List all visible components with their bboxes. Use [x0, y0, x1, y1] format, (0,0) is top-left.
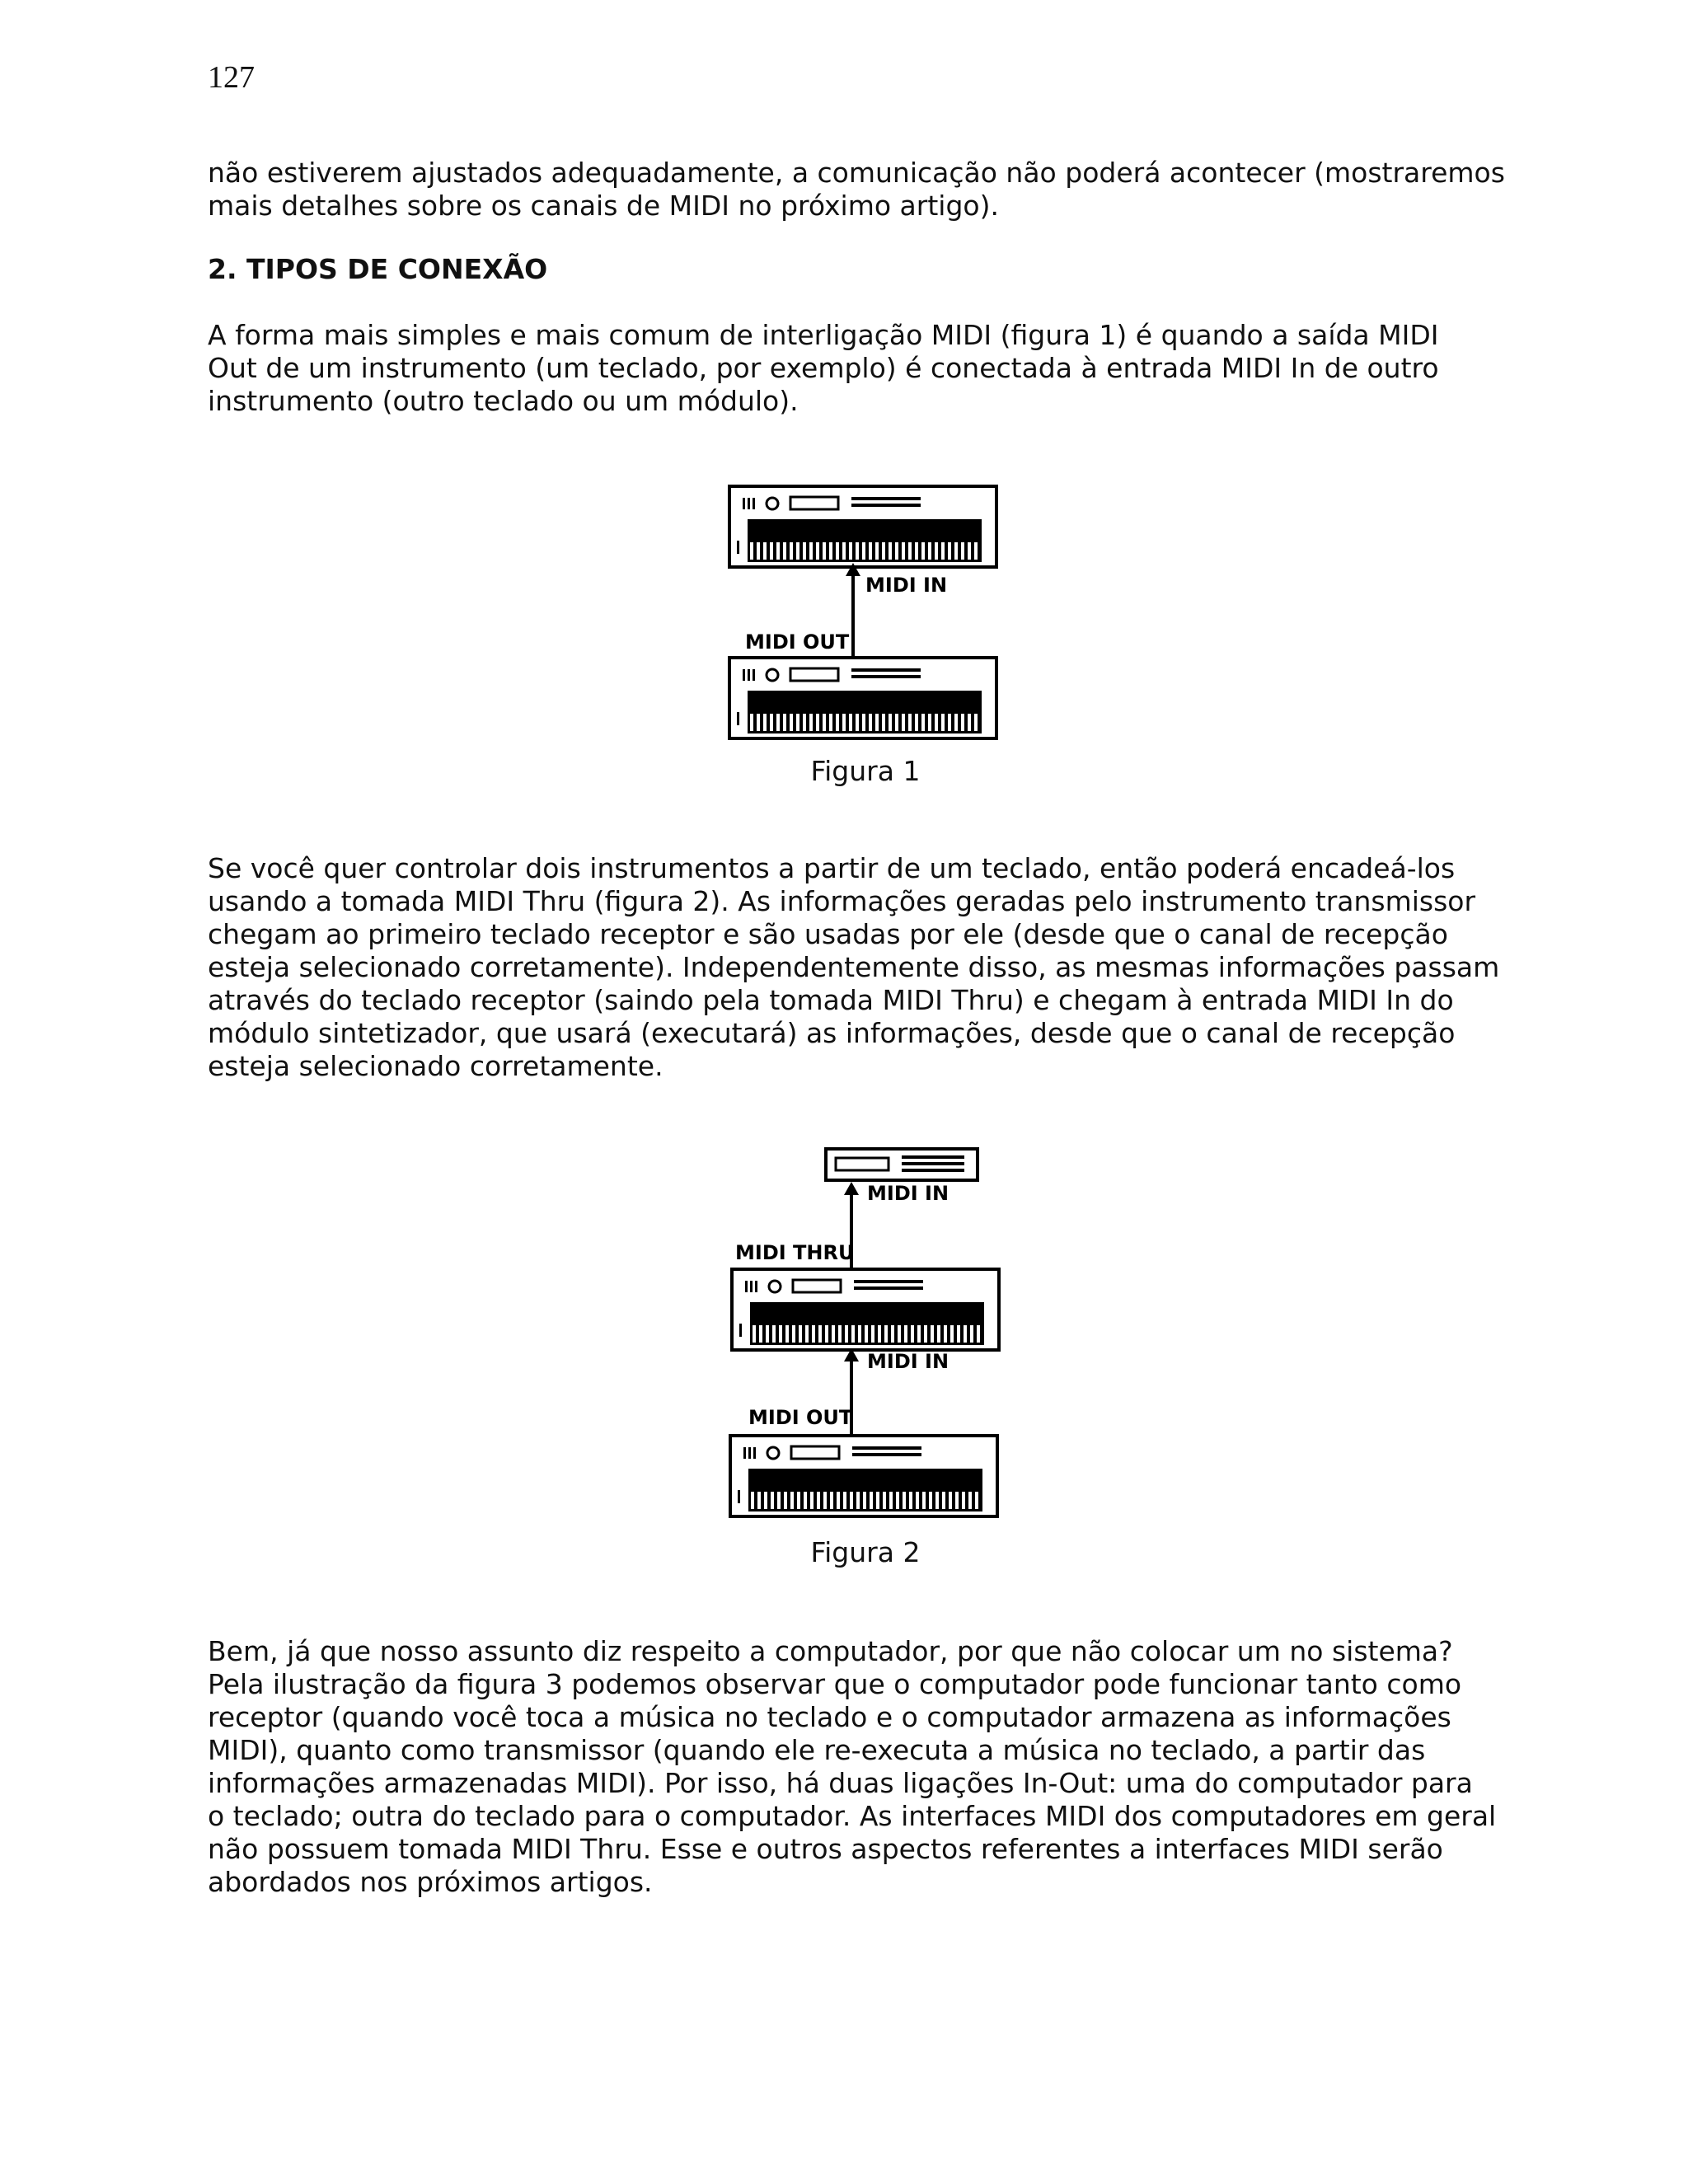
figure-1-caption: Figura 1 — [810, 755, 921, 787]
paragraph-line: Bem, já que nosso assunto diz respeito a computador, por que não colocar um no sistema? — [208, 1635, 1453, 1667]
paragraph-line: esteja selecionado corretamente. — [208, 1050, 663, 1082]
paragraph-line: instrumento (outro teclado ou um módulo). — [208, 385, 799, 417]
paragraph-line: Out de um instrumento (um teclado, por exemplo) é conectada à entrada MIDI In de outro — [208, 352, 1439, 384]
label-midi-out: MIDI OUT — [745, 630, 850, 654]
paragraph-line: A forma mais simples e mais comum de interligação MIDI (figura 1) é quando a saída MIDI — [208, 319, 1439, 351]
paragraph-line: abordados nos próximos artigos. — [208, 1866, 653, 1898]
keyboard-middle — [732, 1269, 999, 1350]
figure-2-caption: Figura 2 — [810, 1536, 921, 1568]
paragraph-line: informações armazenadas MIDI). Por isso, há duas ligações In-Out: uma do computador para — [208, 1767, 1473, 1799]
figure-2-diagram — [725, 1146, 1014, 1533]
paragraph-line: chegam ao primeiro teclado receptor e são usadas por ele (desde que o canal de recepção — [208, 918, 1448, 950]
paragraph-1 — [208, 157, 1526, 223]
paragraph-line: mais detalhes sobre os canais de MIDI no próximo artigo). — [208, 190, 999, 222]
paragraph-line: não estiverem ajustados adequadamente, a comunicação não poderá acontecer (mostraremos — [208, 157, 1505, 189]
page-number: 127 — [208, 60, 255, 95]
label-midi-in-bottom: MIDI IN — [867, 1350, 950, 1373]
figure-1-diagram — [725, 482, 1014, 746]
section-heading: 2. TIPOS DE CONEXÃO — [208, 253, 548, 285]
label-midi-in: MIDI IN — [865, 574, 948, 597]
paragraph-2 — [208, 319, 1526, 418]
arrow-head-icon — [844, 1182, 859, 1195]
paragraph-line: usando a tomada MIDI Thru (figura 2). As informações geradas pelo instrumento transmissor — [208, 885, 1476, 917]
keyboard-top — [729, 486, 996, 567]
synth-module — [826, 1149, 978, 1180]
paragraph-line: esteja selecionado corretamente). Independentemente disso, as mesmas informações passam — [208, 951, 1500, 983]
paragraph-line: Pela ilustração da figura 3 podemos observar que o computador pode funcionar tanto como — [208, 1668, 1462, 1700]
label-midi-in-top: MIDI IN — [867, 1182, 950, 1205]
label-midi-out: MIDI OUT — [748, 1406, 853, 1429]
paragraph-line: não possuem tomada MIDI Thru. Esse e outros aspectos referentes a interfaces MIDI serão — [208, 1833, 1443, 1865]
paragraph-line: receptor (quando você toca a música no teclado e o computador armazena as informações — [208, 1701, 1451, 1733]
paragraph-4 — [208, 1635, 1526, 1899]
label-midi-thru: MIDI THRU — [735, 1241, 855, 1264]
module-buttons — [902, 1155, 964, 1172]
keyboard-bottom — [729, 658, 996, 738]
paragraph-3 — [208, 852, 1526, 1083]
paragraph-line: módulo sintetizador, que usará (executará) as informações, desde que o canal de recepção — [208, 1017, 1456, 1049]
paragraph-line: MIDI), quanto como transmissor (quando ele re-executa a música no teclado, a partir das — [208, 1734, 1426, 1766]
paragraph-line: Se você quer controlar dois instrumentos a partir de um teclado, então poderá encadeá-los — [208, 852, 1456, 884]
keyboard-bottom — [730, 1436, 997, 1516]
paragraph-line: o teclado; outra do teclado para o computador. As interfaces MIDI dos computadores em geral — [208, 1800, 1497, 1832]
paragraph-line: através do teclado receptor (saindo pela tomada MIDI Thru) e chegam à entrada MIDI In do — [208, 984, 1454, 1016]
